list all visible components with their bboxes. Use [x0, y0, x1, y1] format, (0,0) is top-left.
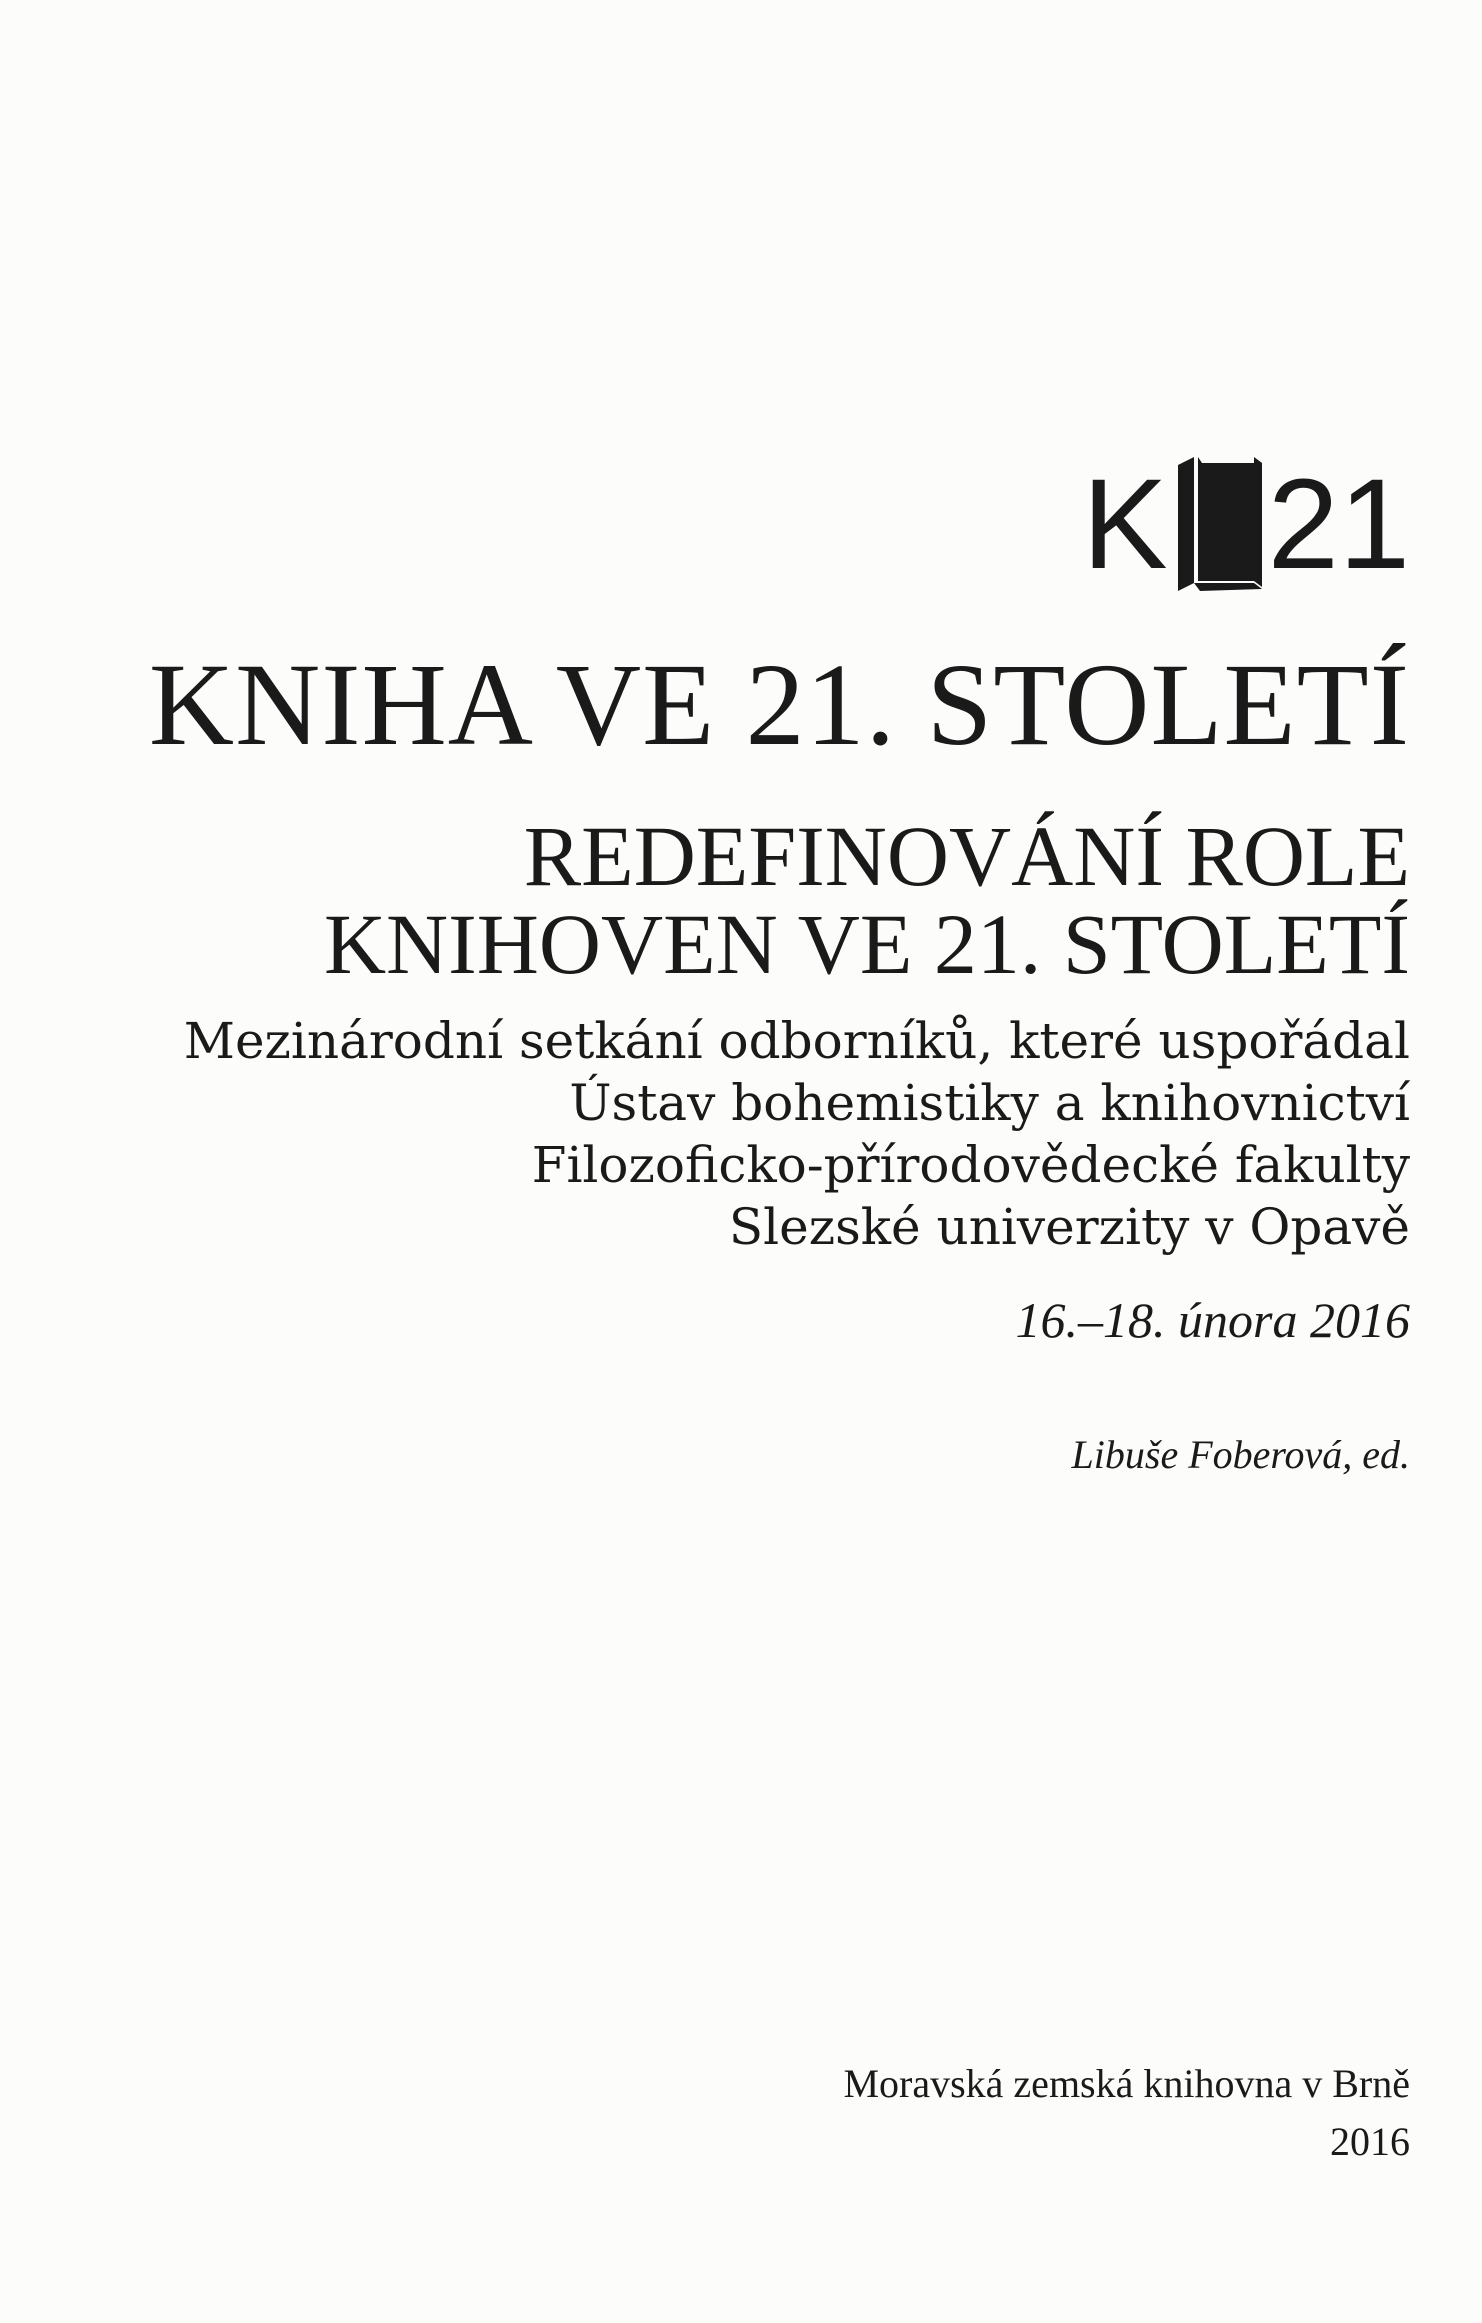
- k21-logo: [1082, 450, 1410, 600]
- event-date: 16.–18. února 2016: [1015, 1292, 1410, 1348]
- description-line-3: Filozoficko-přírodovědecké fakulty: [531, 1136, 1410, 1194]
- description-line-4: Slezské univerzity v Opavě: [728, 1198, 1410, 1256]
- editor-name: Libuše Foberová, ed.: [1071, 1432, 1410, 1477]
- publication-year: 2016: [1330, 2119, 1410, 2164]
- book-icon: [1172, 455, 1264, 595]
- publisher-name: Moravská zemská knihovna v Brně: [843, 2061, 1410, 2106]
- logo-number-21: 21: [1267, 453, 1410, 596]
- subtitle-line-2: KNIHOVEN VE 21. STOLETÍ: [323, 896, 1410, 992]
- book-title: KNIHA VE 21. STOLETÍ: [148, 639, 1410, 770]
- logo-letter-k: K: [1082, 453, 1168, 596]
- description-line-2: Ústav bohemistiky a knihovnictví: [569, 1074, 1410, 1132]
- subtitle-line-1: REDEFINOVÁNÍ ROLE: [523, 808, 1410, 904]
- description-line-1: Mezinárodní setkání odborníků, které uspořádal: [183, 1012, 1410, 1070]
